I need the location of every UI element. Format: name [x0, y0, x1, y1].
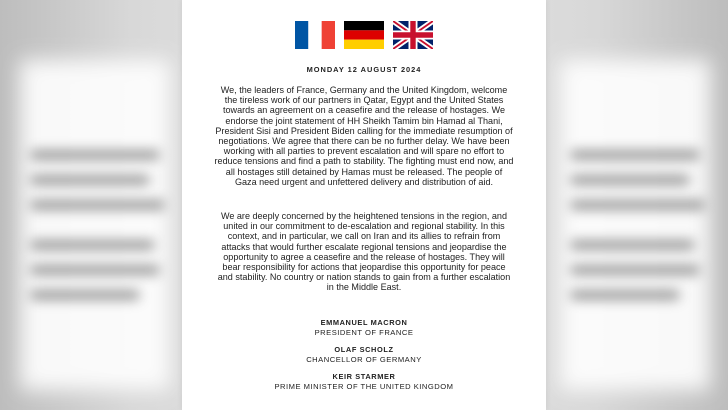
- signatory-title: PRESIDENT OF FRANCE: [314, 328, 414, 337]
- signatory-name: OLAF SCHOLZ: [334, 345, 394, 354]
- france-flag-icon: [295, 21, 335, 49]
- uk-flag-icon: [393, 21, 433, 49]
- statement-paragraph-2: We are deeply concerned by the heightened tensions in the region, and united in our commitment to de-escalation and regional stability. In this context, and in particular, we call on Iran and its allies to refrain from attacks that would further escalate regional tensions and jeopardise the opportunity to agree a ceasefire and the release of hostages. They will bear responsibility for actions that jeopardise this opportunity for peace and stability. No country or nation stands to gain from a further escalation in the Middle East.: [217, 211, 511, 293]
- signatory-title: CHANCELLOR OF GERMANY: [306, 355, 422, 364]
- signatory-title: PRIME MINISTER OF THE UNITED KINGDOM: [274, 382, 454, 391]
- signatory-starmer: [182, 372, 546, 392]
- signatory-name: KEIR STARMER: [332, 372, 396, 381]
- signatory-name: EMMANUEL MACRON: [320, 318, 408, 327]
- flags-row: [182, 21, 546, 49]
- statement-date: MONDAY 12 AUGUST 2024: [306, 65, 422, 74]
- joint-statement-document: [182, 0, 546, 410]
- signatory-scholz: [182, 345, 546, 365]
- signatory-macron: [182, 318, 546, 338]
- germany-flag-icon: [344, 21, 384, 49]
- statement-paragraph-1: We, the leaders of France, Germany and the United Kingdom, welcome the tireless work of our partners in Qatar, Egypt and the United States towards an agreement on a ceasefire and the release of hostages. We endorse the joint statement of HH Sheikh Tamim bin Hamad al Thani, President Sisi and President Biden calling for the immediate resumption of negotiations. We agree that there can be no further delay. We have been working with all parties to prevent escalation and will spare no effort to reduce tensions and find a path to stability. The fighting must end now, and all hostages still detained by Hamas must be released. The people of Gaza need urgent and unfettered delivery and distribution of aid.: [214, 85, 514, 187]
